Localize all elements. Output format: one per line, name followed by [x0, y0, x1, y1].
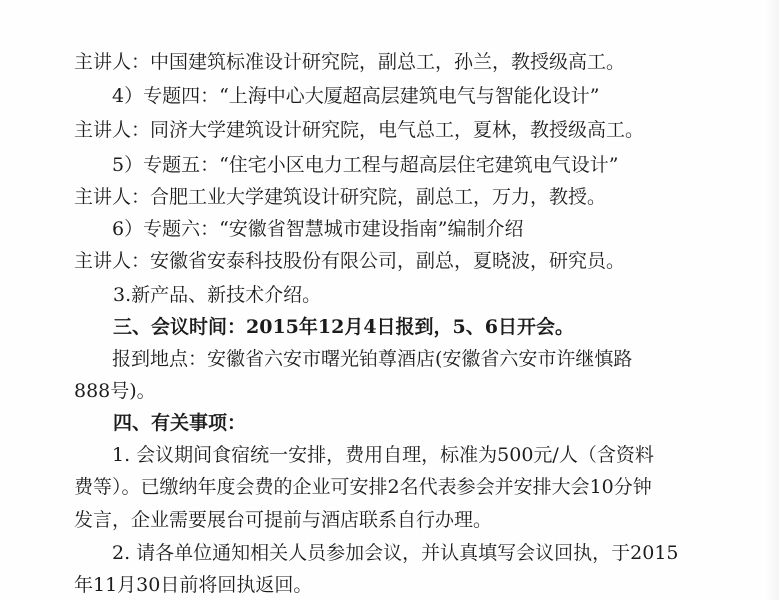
note-1-line-3: 发言，企业需要展台可提前与酒店联系自行办理。	[74, 509, 493, 531]
topic-6-line: 6）专题六：“安徽省智慧城市建设指南”编制介绍	[112, 218, 524, 240]
speaker-line-wan-li: 主讲人：合肥工业大学建筑设计研究院，副总工，万力，教授。	[74, 186, 607, 208]
section-4-heading: 四、有关事项：	[113, 412, 247, 434]
item-3-line: 3.新产品、新技术介绍。	[113, 284, 322, 306]
topic-5-line: 5）专题五：“住宅小区电力工程与超高层住宅建筑电气设计”	[112, 154, 619, 176]
note-2-line-1: 2. 请各单位通知相关人员参加会议，并认真填写会议回执，于2015	[112, 542, 679, 564]
note-1-line-1: 1. 会议期间食宿统一安排，费用自理，标准为500元/人（含资料	[112, 444, 654, 466]
venue-line: 报到地点：安徽省六安市曙光铂尊酒店(安徽省六安市许继慎路	[112, 348, 633, 370]
topic-4-line: 4）专题四：“上海中心大厦超高层建筑电气与智能化设计”	[112, 85, 600, 107]
note-2-line-2: 年11月30日前将回执返回。	[74, 574, 313, 596]
meeting-time-line: 三、会议时间：2015年12月4日报到，5、6日开会。	[113, 316, 574, 338]
speaker-line-xia-xiaobo: 主讲人：安徽省安泰科技股份有限公司，副总，夏晓波，研究员。	[74, 250, 626, 272]
page-edge-shadow	[765, 0, 779, 600]
speaker-line-sun-lan: 主讲人：中国建筑标准设计研究院，副总工，孙兰，教授级高工。	[74, 51, 626, 73]
note-1-line-2: 费等）。已缴纳年度会费的企业可安排2名代表参会并安排大会10分钟	[74, 476, 652, 498]
speaker-line-xia-lin: 主讲人：同济大学建筑设计研究院，电气总工，夏林，教授级高工。	[74, 119, 645, 141]
venue-continued-line: 888号)。	[74, 380, 156, 402]
